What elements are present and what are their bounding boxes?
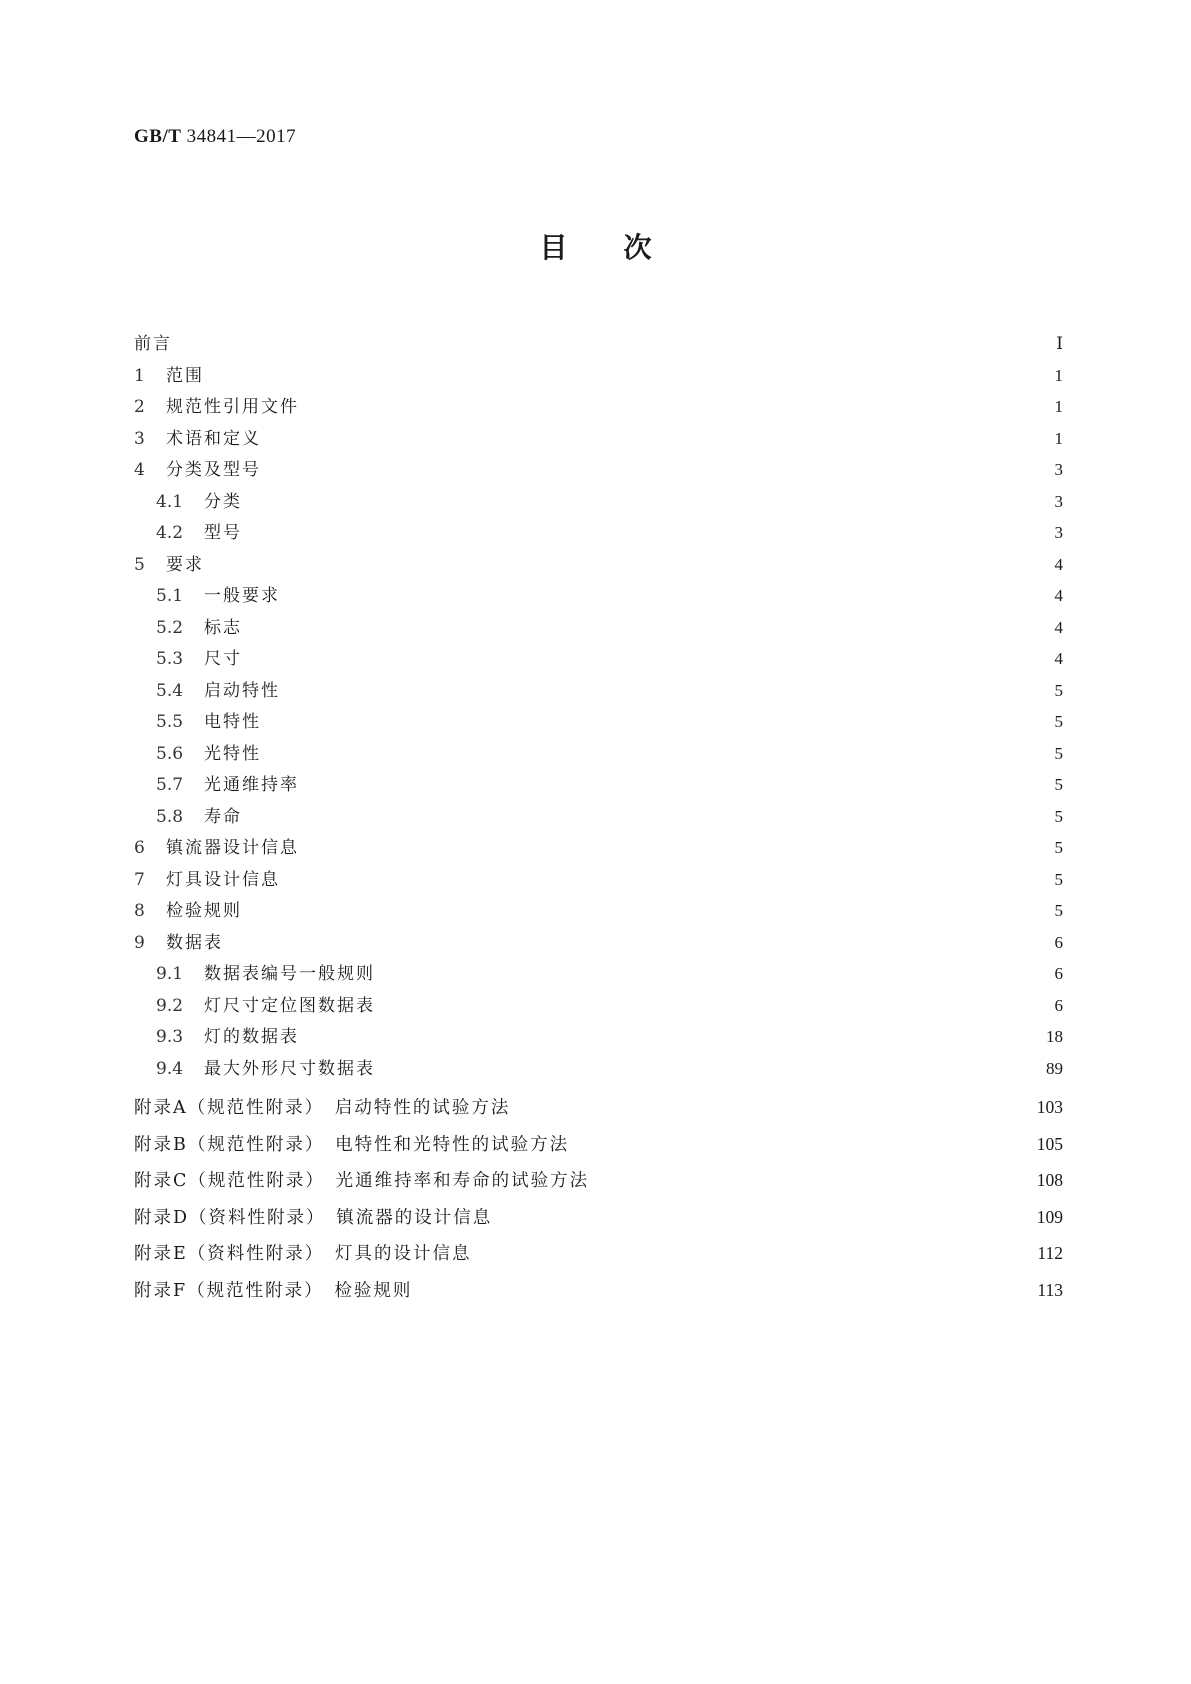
toc-entry[interactable]: [134, 675, 1063, 707]
toc-entry[interactable]: [134, 580, 1063, 612]
toc-entry[interactable]: [134, 864, 1063, 896]
dot-leader: [252, 617, 1041, 637]
toc-entry[interactable]: [134, 832, 1063, 864]
toc-entry-title: 附录F（规范性附录） 检验规则: [134, 1280, 413, 1301]
toc-entry-page-number: 18: [1046, 1027, 1063, 1046]
toc-entry[interactable]: [134, 927, 1063, 959]
toc-entry[interactable]: [134, 486, 1063, 518]
toc-entry-title: 范围: [166, 365, 204, 386]
dot-leader: [385, 964, 1041, 984]
toc-entry-page-number: 109: [1036, 1206, 1063, 1227]
dot-leader: [520, 1097, 1028, 1117]
dot-leader: [252, 491, 1041, 511]
toc-entry-number: 9.2: [156, 995, 184, 1016]
dot-leader: [252, 806, 1041, 826]
toc-entry-page-number: 6: [1054, 964, 1063, 983]
toc-entry[interactable]: [134, 738, 1063, 770]
toc-entry-page-number: 5: [1054, 869, 1063, 889]
toc-entry-title: 数据表: [166, 932, 223, 953]
dot-leader: [309, 397, 1041, 417]
toc-entry[interactable]: [134, 391, 1063, 423]
standard-number: 34841—2017: [186, 126, 297, 147]
toc-entry-page-number: 1: [1054, 397, 1063, 416]
dot-leader: [579, 1134, 1029, 1154]
toc-entry-title: 规范性引用文件: [166, 397, 299, 417]
toc-entry[interactable]: [134, 1162, 1063, 1199]
toc-entry-page-number: 5: [1054, 838, 1063, 857]
dot-leader: [214, 554, 1041, 574]
toc-entry-number: 4.1: [156, 491, 184, 512]
toc-entry-title: 尺寸: [204, 649, 242, 669]
dot-leader: [214, 365, 1041, 385]
toc-entry-title: 灯尺寸定位图数据表: [204, 995, 375, 1016]
toc-entry-title: 灯具设计信息: [166, 869, 280, 890]
toc-entry[interactable]: [134, 328, 1063, 360]
toc-entry-page-number: 112: [1037, 1243, 1063, 1263]
dot-leader: [309, 775, 1041, 795]
toc-entry-page-number: 108: [1036, 1170, 1063, 1190]
toc-entry-page-number: 105: [1036, 1133, 1063, 1154]
toc-entry-title: 分类: [204, 491, 242, 512]
toc-entry-title: 电特性: [204, 712, 261, 732]
toc-entry-number: 4.2: [156, 523, 184, 543]
toc-entry-page-number: 5: [1054, 712, 1063, 731]
toc-entry-page-number: Ⅰ: [1056, 334, 1063, 353]
toc-entry-title: 检验规则: [166, 901, 242, 921]
dot-leader: [233, 932, 1041, 952]
standard-prefix: GB/T: [134, 126, 182, 147]
toc-entry-title: 镇流器设计信息: [166, 838, 299, 858]
toc-entry-page-number: 3: [1054, 491, 1063, 511]
dot-leader: [482, 1243, 1030, 1263]
toc-entry-page-number: 5: [1054, 743, 1063, 763]
toc-entry-page-number: 5: [1054, 680, 1063, 700]
toc-entry-number: 9.1: [156, 964, 184, 984]
toc-entry-page-number: 6: [1054, 932, 1063, 952]
dot-leader: [271, 712, 1041, 732]
dot-leader: [271, 743, 1041, 763]
toc-entry-title: 启动特性: [204, 680, 280, 701]
dot-leader: [422, 1280, 1029, 1300]
toc-entry[interactable]: [134, 1089, 1063, 1126]
toc-entry-page-number: 1: [1054, 428, 1063, 448]
toc-entry-page-number: 5: [1054, 775, 1063, 794]
dot-leader: [385, 1058, 1038, 1078]
toc-entry-number: 5.6: [156, 743, 184, 764]
toc-entry-number: 1: [134, 365, 145, 386]
toc-entry[interactable]: [134, 517, 1063, 549]
toc-entry-title: 标志: [204, 617, 242, 638]
toc-entry-number: 5.1: [156, 586, 184, 606]
toc-entry-number: 5.7: [156, 775, 184, 795]
toc-entry-number: 5.5: [156, 712, 184, 732]
toc-entry-page-number: 4: [1054, 554, 1063, 574]
toc-entry[interactable]: [134, 958, 1063, 990]
toc-entry-page-number: 89: [1046, 1058, 1063, 1078]
toc-entry[interactable]: [134, 706, 1063, 738]
toc-entry-title: 附录B（规范性附录） 电特性和光特性的试验方法: [134, 1134, 570, 1155]
toc-entry-number: 9.3: [156, 1027, 184, 1047]
toc-entry[interactable]: [134, 1199, 1063, 1236]
dot-leader: [309, 838, 1041, 858]
toc-entry-title: 前言: [134, 334, 172, 354]
dot-leader: [290, 586, 1041, 606]
toc-entry-number: 5.4: [156, 680, 184, 701]
toc-entry-number: 9: [134, 932, 145, 953]
dot-leader: [252, 523, 1041, 543]
toc-entry-page-number: 5: [1054, 901, 1063, 920]
toc-entry-title: 附录C（规范性附录） 光通维持率和寿命的试验方法: [134, 1171, 590, 1191]
toc-entry-title: 附录A（规范性附录） 启动特性的试验方法: [134, 1098, 511, 1118]
toc-entry-title: 光通维持率: [204, 775, 299, 795]
toc-entry-title: 数据表编号一般规则: [204, 964, 375, 984]
dot-leader: [290, 680, 1041, 700]
dot-leader: [271, 460, 1041, 480]
toc-entry-number: 4: [134, 460, 145, 480]
standard-code: [134, 126, 296, 148]
toc-entry-page-number: 1: [1054, 365, 1063, 385]
toc-entry-number: 7: [134, 869, 145, 890]
toc-entry-title: 术语和定义: [166, 428, 261, 449]
toc-entry-number: 6: [134, 838, 145, 858]
dot-leader: [385, 995, 1041, 1015]
toc-entry-number: 2: [134, 397, 145, 417]
toc-entry[interactable]: [134, 1235, 1063, 1272]
toc-entry-page-number: 103: [1036, 1097, 1063, 1117]
toc-entry[interactable]: [134, 612, 1063, 644]
toc-entry-page-number: 4: [1054, 649, 1063, 668]
toc-entry[interactable]: [134, 801, 1063, 833]
dot-leader: [271, 428, 1041, 448]
dot-leader: [290, 869, 1041, 889]
dot-leader: [182, 334, 1041, 354]
toc-entry-title: 寿命: [204, 806, 242, 827]
page-title: 目次: [539, 231, 708, 264]
toc-entry-title: 型号: [204, 523, 242, 543]
toc-entry[interactable]: [134, 1272, 1063, 1309]
toc-entry-number: 9.4: [156, 1058, 184, 1079]
toc-entry-number: 8: [134, 901, 145, 921]
toc-entry[interactable]: [134, 1021, 1063, 1053]
toc-entry[interactable]: [134, 1053, 1063, 1085]
toc-entry-page-number: 4: [1054, 617, 1063, 637]
dot-leader: [599, 1170, 1029, 1190]
toc-entry-title: 灯的数据表: [204, 1027, 299, 1047]
toc-entry-title: 附录E（资料性附录） 灯具的设计信息: [134, 1244, 472, 1264]
dot-leader: [252, 649, 1041, 669]
toc-entry[interactable]: [134, 1126, 1063, 1163]
table-of-contents: [134, 328, 1063, 1308]
toc-entry-number: 5.2: [156, 617, 184, 638]
toc-entry-title: 要求: [166, 554, 204, 575]
toc-entry-number: 5: [134, 554, 145, 575]
toc-entry[interactable]: [134, 643, 1063, 675]
toc-entry-page-number: 3: [1054, 523, 1063, 542]
toc-entry-number: 5.8: [156, 806, 184, 827]
toc-entry[interactable]: [134, 895, 1063, 927]
toc-entry-page-number: 4: [1054, 586, 1063, 605]
toc-entry[interactable]: [134, 549, 1063, 581]
dot-leader: [309, 1027, 1038, 1047]
toc-entry[interactable]: [134, 990, 1063, 1022]
toc-entry-page-number: 6: [1054, 995, 1063, 1015]
toc-entry-title: 最大外形尺寸数据表: [204, 1058, 375, 1079]
toc-entry[interactable]: [134, 454, 1063, 486]
toc-entry-title: 附录D（资料性附录） 镇流器的设计信息: [134, 1207, 493, 1228]
toc-entry-page-number: 5: [1054, 806, 1063, 826]
toc-entry[interactable]: [134, 360, 1063, 392]
toc-entry-page-number: 3: [1054, 460, 1063, 479]
toc-entry-number: 5.3: [156, 649, 184, 669]
toc-entry-title: 光特性: [204, 743, 261, 764]
toc-entry-page-number: 113: [1037, 1279, 1063, 1300]
toc-entry-title: 分类及型号: [166, 460, 261, 480]
toc-entry-title: 一般要求: [204, 586, 280, 606]
dot-leader: [252, 901, 1041, 921]
toc-entry[interactable]: [134, 769, 1063, 801]
toc-entry[interactable]: [134, 423, 1063, 455]
toc-entry-number: 3: [134, 428, 145, 449]
dot-leader: [502, 1207, 1028, 1227]
